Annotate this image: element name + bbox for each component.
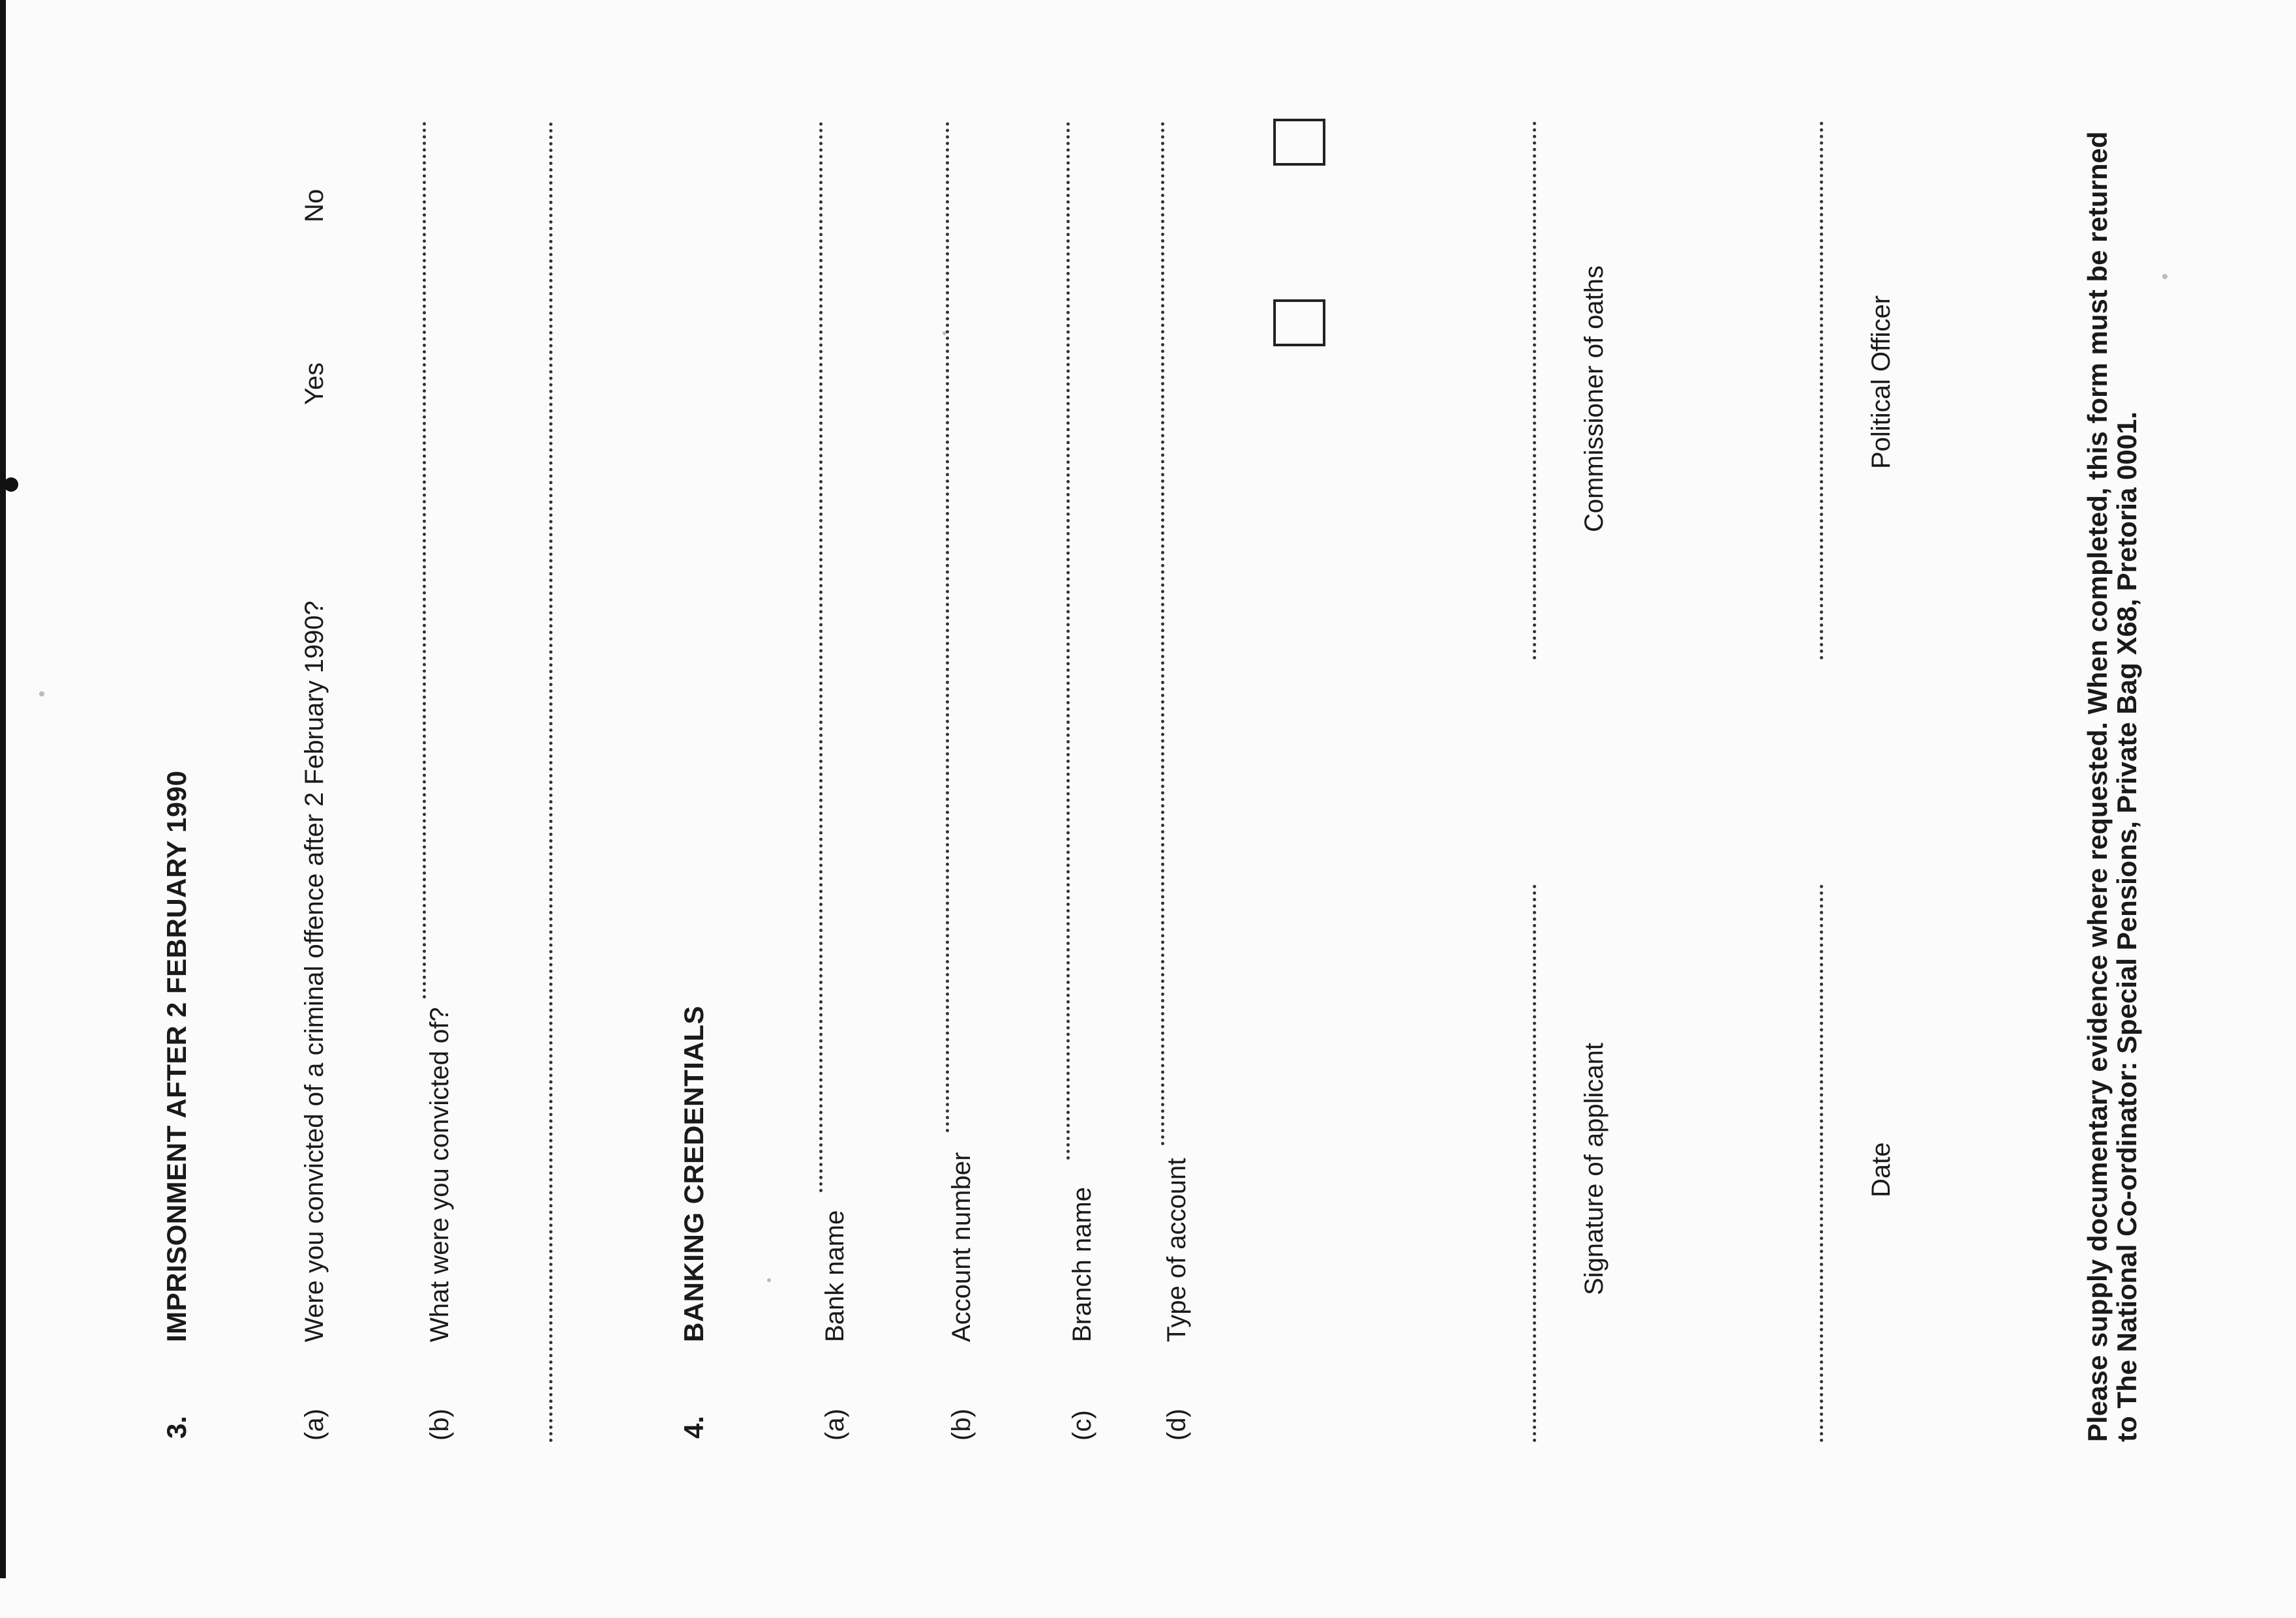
section-4-number: 4.	[678, 1415, 709, 1439]
date-line[interactable]	[1820, 884, 1823, 1442]
political-officer-label: Political Officer	[1867, 295, 1896, 469]
conviction-answer-line-2[interactable]	[549, 121, 552, 1442]
date-label: Date	[1867, 1142, 1896, 1197]
bank-name-field[interactable]	[819, 121, 823, 1192]
account-number-label: Account number	[947, 1152, 976, 1342]
no-checkbox[interactable]	[1273, 119, 1325, 166]
applicant-signature-label: Signature of applicant	[1580, 1043, 1609, 1295]
account-type-marker: (d)	[1162, 1409, 1191, 1441]
yes-checkbox[interactable]	[1273, 299, 1325, 346]
footer-instruction-line-1: Please supply documentary evidence where requested. When completed, this form must be returned	[2082, 131, 2113, 1442]
commissioner-label: Commissioner of oaths	[1580, 265, 1609, 532]
no-label: No	[300, 188, 329, 222]
account-number-marker: (b)	[947, 1409, 976, 1441]
account-number-field[interactable]	[946, 121, 949, 1132]
account-type-field[interactable]	[1161, 121, 1164, 1145]
yes-label: Yes	[300, 362, 329, 405]
footer-instruction-line-2: to The National Co-ordinator: Special Pensions, Private Bag X68, Pretoria 0001.	[2111, 411, 2142, 1442]
conviction-answer-line-1[interactable]	[423, 121, 426, 998]
section-3-title: IMPRISONMENT AFTER 2 FEBRUARY 1990	[161, 770, 192, 1342]
account-type-label: Type of account	[1162, 1158, 1191, 1342]
question-3b-marker: (b)	[425, 1409, 454, 1441]
bank-name-marker: (a)	[821, 1409, 849, 1441]
section-4-title: BANKING CREDENTIALS	[678, 1006, 709, 1342]
question-3b-label: What were you convicted of?	[425, 1007, 454, 1342]
applicant-signature-line[interactable]	[1533, 884, 1536, 1442]
question-3a-marker: (a)	[300, 1409, 329, 1441]
section-3-number: 3.	[161, 1415, 192, 1439]
branch-name-field[interactable]	[1066, 121, 1070, 1160]
question-3a-label: Were you convicted of a criminal offence after 2 February 1990?	[300, 601, 329, 1342]
branch-name-label: Branch name	[1068, 1187, 1096, 1342]
commissioner-signature-line[interactable]	[1533, 121, 1536, 659]
political-officer-line[interactable]	[1820, 121, 1823, 659]
branch-name-marker: (c)	[1068, 1410, 1096, 1441]
bank-name-label: Bank name	[821, 1210, 849, 1342]
